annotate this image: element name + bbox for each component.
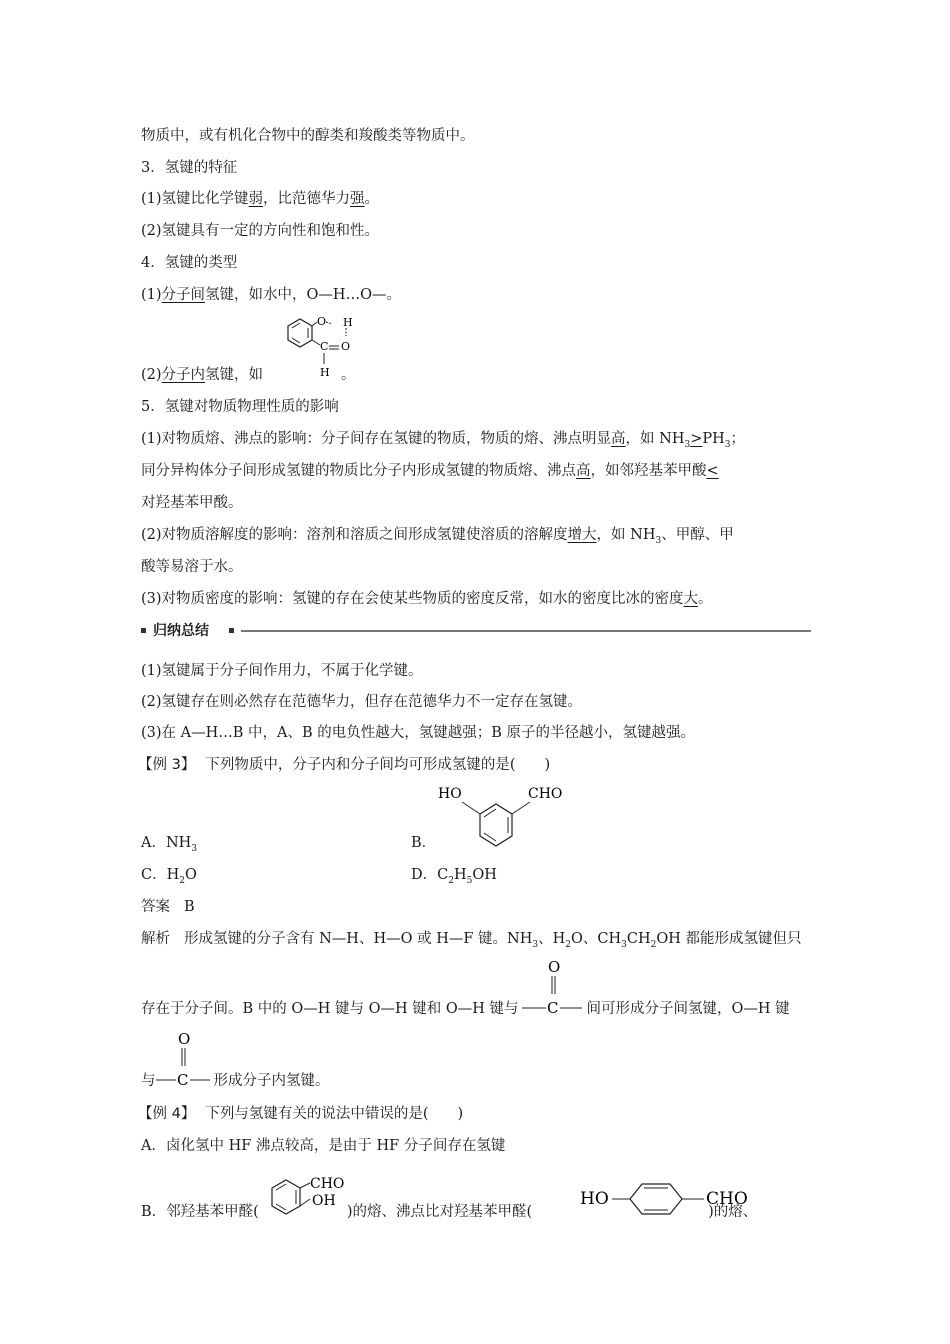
structure-option-b xyxy=(430,780,570,858)
example-3-option-b: B． xyxy=(411,835,437,851)
svg-text:O: O xyxy=(317,315,327,328)
square-bullet-icon xyxy=(141,628,146,633)
svg-text:C: C xyxy=(177,1071,189,1089)
svg-text:OH: OH xyxy=(312,1193,336,1209)
svg-text:CHO: CHO xyxy=(706,1189,748,1209)
svg-text:CHO: CHO xyxy=(310,1176,345,1192)
section-5-item-2-line-1: (2)对物质溶解度的影响：溶剂和溶质之间形成氢键使溶质的溶解度增大，如 $NH_3$、甲醇、甲 xyxy=(141,527,734,546)
svg-text:O: O xyxy=(178,1030,191,1048)
example-3-stem: 【例 3】 下列物质中，分子内和分子间均可形成氢键的是( ) xyxy=(138,757,551,773)
answer-strong: 强 xyxy=(350,191,365,207)
summary-item-1: (1)氢键属于分子间作用力，不属于化学键。 xyxy=(141,663,423,679)
example-3-answer: 答案 B xyxy=(141,899,195,915)
section-5-item-1-line-2: 同分异构体分子间形成氢键的物质比分子内形成氢键的物质熔、沸点高，如邻羟基苯甲酸< xyxy=(141,463,719,479)
section-5-item-3: (3)对物质密度的影响：氢键的存在会使某些物质的密度反常，如水的密度比冰的密度大。 xyxy=(141,591,713,607)
summary-item-2: (2)氢键存在则必然存在范德华力，但存在范德华力不一定存在氢键。 xyxy=(141,694,583,710)
section-3-item-2: (2)氢键具有一定的方向性和饱和性。 xyxy=(141,223,380,239)
example-3-analysis-line-1: 解析 形成氢键的分子含有 N—H、H—O 或 H—F 键。$NH_3$、$H_2O$、$CH_3CH_2OH$ 都能形成氢键但只 xyxy=(141,931,802,950)
svg-text:HO: HO xyxy=(438,786,462,802)
benzene-ring xyxy=(480,804,512,846)
section-4-heading: 4．氢键的类型 xyxy=(141,255,238,271)
svg-text:CHO: CHO xyxy=(528,786,563,802)
divider xyxy=(241,630,811,632)
section-4-item-2: (2)分子内氢键，如 。 xyxy=(141,367,356,383)
summary-header xyxy=(141,620,811,642)
example-tag: 【例 4】 xyxy=(138,1106,196,1122)
example-4-option-a: A．卤化氢中 HF 沸点较高，是由于 HF 分子间存在氢键 xyxy=(141,1138,506,1154)
svg-text:HO: HO xyxy=(580,1189,609,1209)
example-3-option-a: A．$NH_3$ xyxy=(141,835,198,854)
example-4-option-b: B．邻羟基苯甲醛( )的熔、沸点比对羟基苯甲醛( )的熔、 xyxy=(141,1204,758,1220)
svg-text:H: H xyxy=(343,316,353,329)
example-4-stem: 【例 4】 下列与氢键有关的说法中错误的是( ) xyxy=(138,1106,464,1122)
svg-text:C: C xyxy=(547,999,559,1017)
svg-text:C: C xyxy=(320,340,329,353)
section-3-item-1: (1)氢键比化学键弱，比范德华力强。 xyxy=(141,191,380,207)
section-5-item-1-line-3: 对羟基苯甲酸。 xyxy=(141,495,243,511)
answer-weak: 弱 xyxy=(248,191,264,207)
svg-text:O: O xyxy=(548,958,561,976)
answer-intermolecular: 分子间 xyxy=(161,287,206,303)
example-3-analysis-line-3: 与 形成分子内氢键。 xyxy=(141,1073,330,1089)
section-4-item-1: (1)分子间氢键，如水中，O—H…O—。 xyxy=(141,287,401,303)
svg-text:H: H xyxy=(320,366,330,379)
section-3-heading: 3．氢键的特征 xyxy=(141,160,238,176)
example-3-analysis-line-2: 存在于分子间。B 中的 O—H 键与 O—H 键和 O—H 键与 间可形成分子间氢键，O—H 键 xyxy=(141,1001,790,1017)
example-3-option-c: C．$H_2O$ xyxy=(141,867,197,886)
square-bullet-icon xyxy=(229,628,234,633)
section-5-item-1-line-1: (1)对物质熔、沸点的影响：分子间存在氢键的物质，物质的熔、沸点明显高，如 $NH_3>PH_3$； xyxy=(141,431,746,450)
example-3-option-d: D．$C_2H_5OH$ xyxy=(411,867,497,886)
paragraph-intro-end: 物质中，或有机化合物中的醇类和羧酸类等物质中。 xyxy=(141,128,475,144)
example-tag: 【例 3】 xyxy=(138,757,196,773)
answer-intramolecular: 分子内 xyxy=(161,367,206,383)
summary-title: 归纳总结 xyxy=(153,623,209,639)
section-5-heading: 5．氢键对物质物理性质的影响 xyxy=(141,399,339,415)
section-5-item-2-line-2: 酸等易溶于水。 xyxy=(141,559,243,575)
summary-item-3: (3)在 A—H…B 中，A、B 的电负性越大，氢键越强；B 原子的半径越小，氢键越强。 xyxy=(141,725,696,741)
svg-text:O: O xyxy=(341,340,351,353)
